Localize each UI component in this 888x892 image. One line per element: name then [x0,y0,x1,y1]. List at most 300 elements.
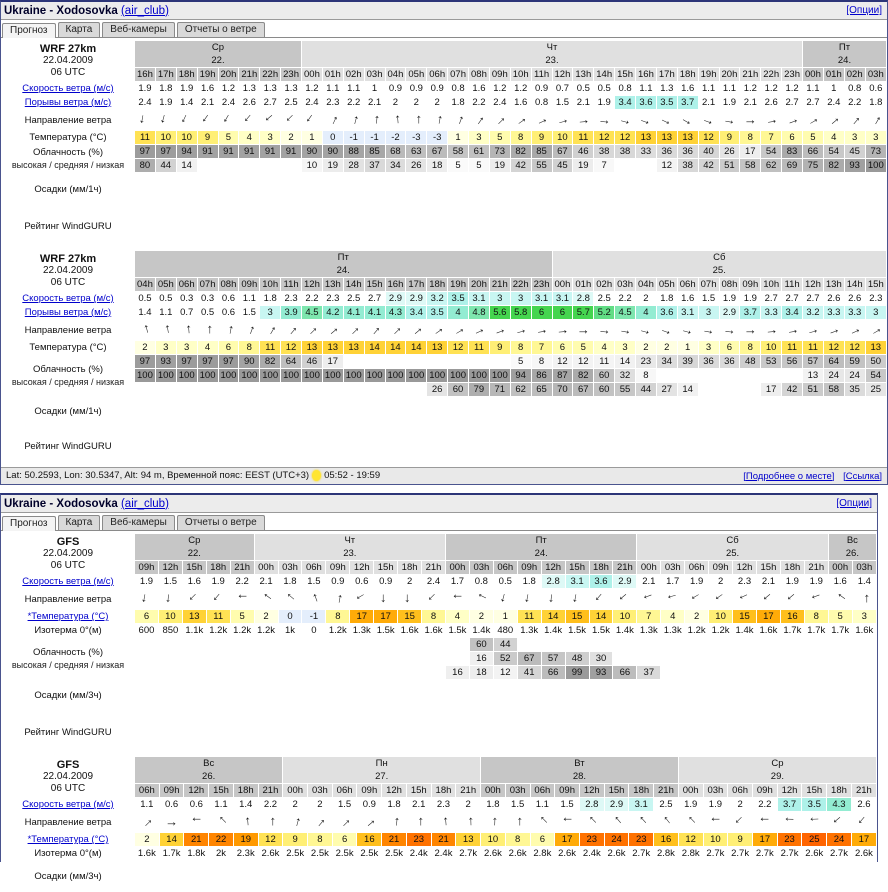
hour-header-cell: 08h [719,278,740,292]
wind-direction-arrow [260,110,281,131]
wind-direction-arrow [469,589,493,610]
isotherm-cell: 2.7k [456,847,481,861]
model-info: GFS 22.04.2009 06 UTC [2,757,135,798]
wind-speed-cell: 1.2 [218,82,239,96]
wind-direction-arrow [406,320,427,341]
cloud-cell [698,383,719,397]
wind-gust-cell: 2 [406,96,427,110]
hour-header-cell: 19h [448,278,469,292]
tab-3[interactable]: Отчеты о ветре [177,515,265,530]
isotherm-cell: 2.5k [332,847,357,861]
arrow-icon: → [485,814,501,828]
precipitation-empty-row [135,680,877,711]
tab-0[interactable]: Прогноз [2,516,56,531]
cloud-cell: 59 [844,355,865,369]
row-label-wind-gust [2,306,135,320]
wind-direction-arrow [427,110,448,131]
wind-speed-cell: 2.1 [254,575,278,589]
wind-speed-cell: 3.7 [777,798,802,812]
options-link[interactable]: [Опции] [836,498,872,509]
arrow-icon: → [489,109,510,129]
wind-direction-arrow [343,320,364,341]
cloud-cell: 91 [218,145,239,159]
arrow-icon: → [568,590,586,606]
wind-speed-cell: 1.9 [176,82,197,96]
cloud-cell [445,638,469,652]
cloud-cell: 97 [218,355,239,369]
hour-header-cell: 23h [782,68,803,82]
row-label-precipitation: Осадки (мм/3ч) [2,861,135,892]
wind-direction-arrow [761,320,782,341]
temperature-cell: 10 [552,131,573,145]
arrow-icon: → [656,811,676,831]
wind-direction-arrow [844,320,865,341]
cloud-cell: 70 [552,383,573,397]
hour-header-cell: 18h [427,278,448,292]
temperature-cell: 13 [343,341,364,355]
wind-direction-arrow [302,320,323,341]
cloud-cell: 23 [636,355,657,369]
wind-direction-arrow [719,110,740,131]
wind-direction-arrow [254,589,278,610]
hour-header-cell: 18h [589,561,613,575]
isotherm-cell: 1.8k [184,847,209,861]
cloud-cell: 60 [469,638,493,652]
wind-direction-arrow [230,589,254,610]
temperature-cell: 10 [761,341,782,355]
wind-gust-cell: 5.7 [573,306,594,320]
hour-header-cell: 05h [656,278,677,292]
cloud-cell: 83 [782,145,803,159]
isotherm-cell: 1.1k [182,624,206,638]
temperature-cell: 25 [802,833,827,847]
arrow-icon: → [136,320,154,338]
cloud-cell: 67 [517,652,541,666]
wind-speed-cell: 2.9 [406,292,427,306]
wind-speed-cell: 0.6 [218,292,239,306]
tab-2[interactable]: Веб-камеры [102,22,175,37]
spot-link[interactable]: (air_club) [120,4,169,17]
cloud-cell: 24 [823,369,844,383]
isotherm-cell: 1.2k [709,624,733,638]
hour-header-cell: 15h [182,561,206,575]
temperature-cell: 12 [844,341,865,355]
arrow-icon: → [743,111,757,127]
cloud-cell [719,369,740,383]
wind-direction-arrow [481,812,506,833]
wind-speed-cell: 2.7 [803,292,824,306]
wind-gust-cell: 1.8 [448,96,469,110]
wind-gust-cell: 0.7 [176,306,197,320]
title-bar [1,495,877,513]
cloud-cell: 88 [343,145,364,159]
wind-direction-arrow [326,589,350,610]
hour-header-cell: 05h [406,68,427,82]
hour-header-cell: 17h [155,68,176,82]
cloud-cell: 5 [448,159,469,173]
hour-header-cell: 15h [756,561,780,575]
wind-direction-arrow [685,589,709,610]
arrow-icon: → [555,320,570,338]
cloud-cell [254,638,278,652]
wind-speed-link[interactable]: Скорость ветра (м/с) [22,293,114,304]
tab-0[interactable]: Прогноз [2,23,56,38]
cloud-cell: 80 [135,159,156,173]
cloud-cell: 97 [176,355,197,369]
wind-direction-arrow [530,812,555,833]
temperature-cell: 2 [636,341,657,355]
wind-gust-cell: 4.5 [302,306,323,320]
temperature-cell: 8 [510,341,531,355]
wind-speed-cell: 1.5 [332,798,357,812]
row-label-cloud-cover: Облачность (%) высокая / средняя / низкая [2,355,135,397]
arrow-icon: → [597,110,612,128]
footer-bar [1,467,887,484]
hour-header-cell: 00h [481,784,506,798]
temperature-cell: 11 [517,610,541,624]
temperature-cell: 10 [703,833,728,847]
day-header-cell: Вс 26. [828,534,876,561]
more-about-spot-link[interactable]: [Подробнее о месте] [743,470,835,482]
cloud-cell: 90 [322,145,343,159]
cloud-cell [719,383,740,397]
temperature-cell: 2 [254,610,278,624]
wind-speed-cell: 2.6 [851,798,876,812]
arrow-icon: → [435,813,452,829]
cloud-cell [158,652,182,666]
cloud-cell: 63 [406,145,427,159]
cloud-cell: 44 [493,638,517,652]
wind-direction-arrow [823,320,844,341]
arrow-icon: → [824,109,844,129]
hour-header-cell: 06h [176,278,197,292]
cloud-cell [364,383,385,397]
arrow-icon: → [520,590,538,606]
isotherm-cell: 2k [209,847,234,861]
cloud-cell: 12 [493,666,517,680]
cloud-cell: 19 [573,159,594,173]
arrow-icon: → [560,813,574,829]
wind-speed-cell: 0.9 [531,82,552,96]
cloud-cell [302,666,326,680]
wind-direction-arrow [802,812,827,833]
cloud-cell [804,666,828,680]
wind-speed-cell: 1.1 [719,82,740,96]
temperature-cell: 11 [573,131,594,145]
temperature-cell: 4 [445,610,469,624]
hour-header-cell: 22h [510,278,531,292]
cloud-cell [302,652,326,666]
cloud-cell [782,369,803,383]
wind-gust-cell: 4.5 [615,306,636,320]
temperature-cell: 5 [573,341,594,355]
row-label-precipitation: Осадки (мм/3ч) [2,680,135,711]
temperature-cell: 5 [230,610,254,624]
cloud-cell [135,638,159,652]
wind-gust-cell: 2.2 [469,96,490,110]
temperature-cell: 11 [803,341,824,355]
hour-header-cell: 00h [803,68,824,82]
wind-direction-arrow [756,589,780,610]
cloud-cell [385,355,406,369]
links-link[interactable]: [Ссылка] [843,470,882,482]
temperature-link[interactable]: *Температура (°C) [27,611,109,622]
wind-direction-arrow [469,320,490,341]
wind-direction-arrow [740,110,761,131]
cloud-cell: 100 [385,369,406,383]
temperature-cell: 17 [851,833,876,847]
wind-direction-arrow [385,320,406,341]
hour-header-cell: 03h [852,561,876,575]
page-title [4,5,169,17]
cloud-cell: 17 [761,383,782,397]
arrow-icon: → [189,813,203,829]
cloud-cell [326,638,350,652]
cloud-cell: 97 [135,145,156,159]
wind-gust-link[interactable]: Порывы ветра (м/с) [24,307,112,318]
temperature-cell: 5 [489,131,510,145]
wind-speed-link[interactable]: Скорость ветра (м/с) [22,799,114,810]
cloud-cell: 100 [448,369,469,383]
cloud-cell: 5 [469,159,490,173]
tab-2[interactable]: Веб-камеры [102,515,175,530]
cloud-cell [302,638,326,652]
row-label-isotherm: Изотерма 0°(м) [2,847,135,861]
day-header-cell: Пн 27. [283,757,481,784]
wind-direction-arrow [197,110,218,131]
cloud-cell: 25 [865,383,886,397]
wind-direction-arrow [636,320,657,341]
cloud-cell: 100 [427,369,448,383]
wind-speed-cell: 1.6 [677,292,698,306]
wind-direction-arrow [159,812,184,833]
cloud-cell: 62 [761,159,782,173]
tab-1[interactable]: Карта [58,22,101,37]
cloud-cell [374,652,398,666]
temperature-cell: -3 [406,131,427,145]
wind-speed-cell: 1.9 [135,82,156,96]
wind-direction-arrow [698,320,719,341]
wind-direction-arrow [828,589,852,610]
tab-1[interactable]: Карта [58,515,101,530]
temperature-cell: 14 [364,341,385,355]
arrow-icon: → [664,589,681,607]
wind-gust-cell: 3.6 [656,306,677,320]
hour-header-cell: 18h [677,68,698,82]
arrow-icon: → [631,811,652,831]
isotherm-cell: 1.5k [589,624,613,638]
hour-header-cell: 09h [740,278,761,292]
row-label-wind-speed [2,82,135,96]
arrow-icon: → [581,811,602,831]
cloud-cell: 42 [782,383,803,397]
wind-speed-cell: 1.8 [155,82,176,96]
cloud-cell [182,638,206,652]
hour-header-cell: 20h [469,278,490,292]
cloud-cell [230,638,254,652]
hour-header-cell: 06h [332,784,357,798]
wind-gust-cell: 3.5 [427,306,448,320]
wind-direction-arrow [803,320,824,341]
hour-header-cell: 21h [804,561,828,575]
arrow-icon: → [763,110,779,128]
cloud-cell: 85 [364,145,385,159]
isotherm-cell: 2.4k [579,847,604,861]
temperature-cell: 23 [629,833,654,847]
cloud-cell: 57 [541,652,565,666]
hour-header-cell: 01h [573,278,594,292]
temperature-cell: 6 [782,131,803,145]
temperature-cell: 13 [636,131,657,145]
hour-header-cell: 13h [573,68,594,82]
hour-header-cell: 13h [823,278,844,292]
arrow-icon: → [286,812,305,830]
temperature-cell: 8 [740,131,761,145]
wind-gust-cell: 3 [260,306,281,320]
wind-speed-cell: 0.5 [594,82,615,96]
wind-gust-cell: 2.9 [719,306,740,320]
cloud-cell [565,638,589,652]
forecast-table-gfs [1,756,877,892]
wind-speed-cell: 1.5 [505,798,530,812]
wind-speed-cell: 1.8 [278,575,302,589]
hour-header-cell: 18h [827,784,852,798]
cloud-cell: 42 [698,159,719,173]
isotherm-cell: 1.5k [374,624,398,638]
wind-direction-arrow [804,589,828,610]
wind-direction-arrow [218,110,239,131]
arrow-icon: → [378,591,394,605]
cloud-cell [852,638,876,652]
options-link[interactable]: [Опции] [846,5,882,16]
wind-direction-arrow [654,812,679,833]
wind-speed-cell: 0.8 [615,82,636,96]
wind-speed-cell: 1.1 [209,798,234,812]
tab-3[interactable]: Отчеты о ветре [177,22,265,37]
temperature-cell: 24 [827,833,852,847]
temperature-cell: 8 [505,833,530,847]
cloud-cell [780,638,804,652]
day-header-cell: Чт 23. [302,41,803,68]
cloud-cell [343,383,364,397]
wind-speed-cell: 3.1 [552,292,573,306]
cloud-cell: 58 [448,145,469,159]
hour-header-cell: 15h [865,278,886,292]
wind-speed-link[interactable]: Скорость ветра (м/с) [22,83,114,94]
wind-speed-cell: 0.9 [427,82,448,96]
wind-speed-link[interactable]: Скорость ветра (м/с) [22,576,114,587]
arrow-icon: → [366,111,383,127]
arrow-icon: → [211,811,231,831]
wind-speed-cell: 2 [728,798,753,812]
hour-header-cell: 04h [135,278,156,292]
wind-direction-arrow [517,589,541,610]
cloud-cell: 100 [865,159,886,173]
windguru-rating-empty-row [135,711,877,754]
arrow-icon: → [136,811,157,831]
temperature-cell: 2 [281,131,302,145]
temperature-cell: 14 [589,610,613,624]
forecast-tables [1,40,887,467]
wind-direction-arrow [851,812,876,833]
cloud-cell [828,666,852,680]
wind-speed-cell: 0.6 [184,798,209,812]
wind-direction-arrow [703,812,728,833]
arrow-icon: → [856,591,872,605]
temperature-cell: -1 [343,131,364,145]
arrow-icon: → [237,813,254,829]
wind-speed-cell: 2.8 [579,798,604,812]
arrow-icon: → [239,109,260,129]
isotherm-cell: 1.6k [756,624,780,638]
temperature-cell: 12 [448,341,469,355]
temperature-link[interactable]: *Температура (°C) [27,834,109,845]
hour-header-cell: 00h [254,561,278,575]
cloud-cell [406,383,427,397]
temperature-cell: 11 [206,610,230,624]
wind-gust-cell: 4 [448,306,469,320]
wind-direction-arrow [357,812,382,833]
cloud-cell [613,652,637,666]
temperature-cell: 2 [135,833,160,847]
temperature-cell: 1 [302,131,323,145]
hour-header-cell: 21h [654,784,679,798]
cloud-cell [427,355,448,369]
row-label-precipitation: Осадки (мм/1ч) [2,397,135,426]
wind-gust-link[interactable]: Порывы ветра (м/с) [24,97,112,108]
wind-speed-cell: 0.5 [493,575,517,589]
wind-speed-cell: 3.1 [565,575,589,589]
hour-header-cell: 15h [802,784,827,798]
cloud-cell [206,638,230,652]
cloud-cell: 54 [865,369,886,383]
temperature-cell: 9 [531,131,552,145]
wind-speed-cell: 2.5 [594,292,615,306]
isotherm-cell: 2.3k [233,847,258,861]
wind-gust-cell: 1.6 [510,96,531,110]
spot-link[interactable]: (air_club) [120,497,169,510]
cloud-cell: 36 [719,355,740,369]
wind-direction-arrow [541,589,565,610]
hour-header-cell: 21h [851,784,876,798]
wind-speed-cell: 3.5 [448,292,469,306]
hour-header-cell: 04h [385,68,406,82]
wind-speed-cell: 2 [398,575,422,589]
temperature-cell: 5 [828,610,852,624]
windguru-rating-empty-row [135,426,887,467]
cloud-cell: 18 [427,159,448,173]
arrow-icon: → [406,319,427,339]
cloud-cell: 67 [552,145,573,159]
hour-header-cell: 21h [613,561,637,575]
hour-header-cell: 18h [206,561,230,575]
hour-header-cell: 02h [343,68,364,82]
row-label-temperature [2,833,135,847]
wind-gust-cell: 2 [427,96,448,110]
wind-direction-arrow [531,320,552,341]
temperature-cell: 17 [752,833,777,847]
wind-gust-cell: 3.4 [782,306,803,320]
cloud-cell [218,159,239,173]
hour-header-cell: 19h [197,68,218,82]
wind-gust-cell: 2.7 [782,96,803,110]
wind-speed-cell: 0.8 [469,575,493,589]
cloud-cell: 69 [782,159,803,173]
wind-gust-cell: 2.7 [260,96,281,110]
cloud-cell: 37 [637,666,661,680]
cloud-cell: 38 [615,145,636,159]
hour-header-cell: 02h [594,278,615,292]
